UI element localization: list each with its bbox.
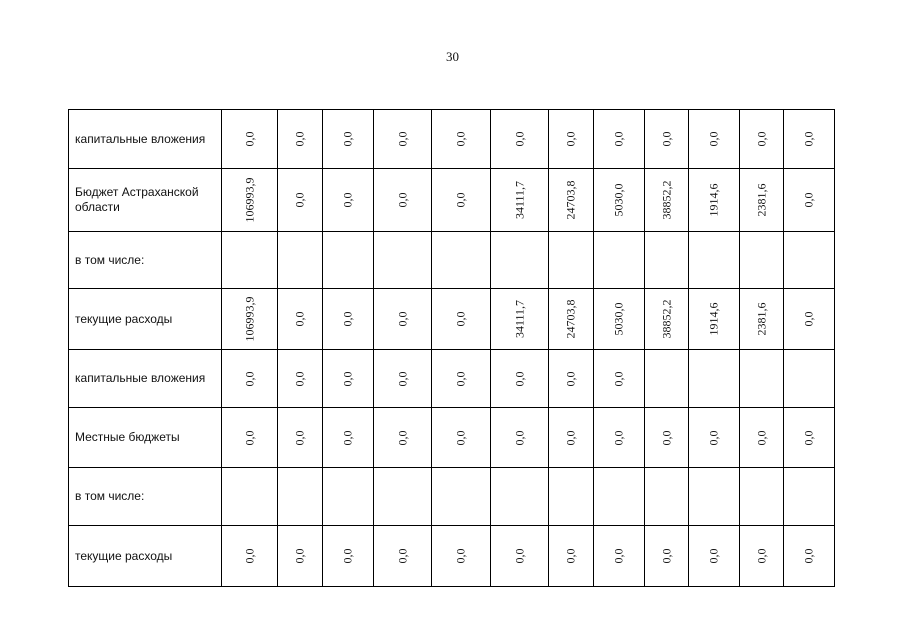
table-cell [491, 408, 549, 468]
table-cell [689, 169, 740, 232]
table-cell [594, 169, 645, 232]
cell-value: 0,0 [512, 430, 526, 445]
table-row [69, 232, 835, 289]
table-cell [740, 526, 784, 587]
cell-value: 0,0 [340, 311, 355, 327]
table-cell [432, 110, 491, 169]
table-cell [278, 232, 323, 289]
table-cell [222, 289, 278, 350]
table-cell [784, 232, 835, 289]
row-label: капитальные вложения [69, 110, 222, 169]
table-cell [594, 468, 645, 526]
cell-value: 0,0 [292, 548, 307, 564]
cell-value: 5030,0 [611, 302, 626, 336]
table-cell [278, 468, 323, 526]
table-cell [594, 110, 645, 169]
cell-value: 2381,6 [754, 183, 768, 217]
table-cell [740, 169, 784, 232]
table-cell [549, 468, 594, 526]
table-cell [549, 289, 594, 350]
table-cell [594, 289, 645, 350]
cell-value: 0,0 [706, 430, 721, 445]
cell-value: 0,0 [801, 192, 816, 208]
cell-value: 106993,9 [242, 296, 256, 342]
table-cell [784, 350, 835, 408]
table-cell [491, 169, 549, 232]
table-cell [323, 289, 374, 350]
table-cell [278, 526, 323, 587]
table-cell [689, 468, 740, 526]
table-cell [374, 169, 432, 232]
row-label: текущие расходы [69, 289, 222, 350]
cell-value: 0,0 [611, 548, 626, 564]
cell-value: 0,0 [395, 192, 409, 208]
table-cell [784, 408, 835, 468]
row-label: Местные бюджеты [69, 408, 222, 468]
cell-value: 0,0 [453, 371, 468, 386]
table-cell [689, 526, 740, 587]
cell-value: 0,0 [611, 371, 626, 386]
table-cell [549, 232, 594, 289]
table-cell [645, 350, 689, 408]
table-cell [491, 289, 549, 350]
table-cell [491, 526, 549, 587]
table-cell [689, 289, 740, 350]
table-cell [432, 169, 491, 232]
cell-value: 0,0 [242, 371, 256, 386]
cell-value: 0,0 [801, 131, 816, 147]
table-cell [278, 289, 323, 350]
table-cell [645, 408, 689, 468]
cell-value: 0,0 [340, 548, 355, 564]
table-cell [323, 408, 374, 468]
table-cell [594, 408, 645, 468]
table-cell [689, 350, 740, 408]
cell-value: 24703,8 [563, 299, 578, 339]
cell-value: 0,0 [563, 371, 578, 386]
table-cell [689, 110, 740, 169]
table-row [69, 526, 835, 587]
cell-value: 0,0 [659, 548, 673, 564]
cell-value: 0,0 [395, 548, 409, 564]
table-cell [740, 232, 784, 289]
table-cell [491, 468, 549, 526]
cell-value: 0,0 [292, 430, 307, 445]
cell-value: 0,0 [706, 548, 721, 564]
table-cell [374, 289, 432, 350]
table-cell [645, 110, 689, 169]
table-cell [689, 232, 740, 289]
cell-value: 5030,0 [611, 183, 626, 217]
cell-value: 0,0 [242, 131, 256, 147]
cell-value: 0,0 [395, 311, 409, 327]
table-cell [323, 110, 374, 169]
cell-value: 0,0 [292, 311, 307, 327]
table-cell [549, 408, 594, 468]
row-label: текущие расходы [69, 526, 222, 587]
cell-value: 0,0 [453, 311, 468, 327]
row-label: Бюджет Астраханской области [69, 169, 222, 232]
table-cell [645, 526, 689, 587]
cell-value: 0,0 [242, 548, 256, 564]
cell-value: 0,0 [659, 131, 673, 147]
cell-value: 0,0 [563, 131, 578, 147]
table-cell [323, 468, 374, 526]
table-cell [491, 350, 549, 408]
cell-value: 0,0 [512, 548, 526, 564]
cell-value: 0,0 [706, 131, 721, 147]
table-cell [549, 526, 594, 587]
table-cell [784, 468, 835, 526]
table-cell [432, 350, 491, 408]
table-cell [222, 468, 278, 526]
table-cell [549, 350, 594, 408]
table-cell [432, 468, 491, 526]
table-cell [323, 232, 374, 289]
table-cell [645, 289, 689, 350]
cell-value: 106993,9 [242, 177, 256, 223]
cell-value: 0,0 [292, 131, 307, 147]
cell-value: 0,0 [453, 192, 468, 208]
row-label: в том числе: [69, 232, 222, 289]
cell-value: 0,0 [395, 430, 409, 445]
table-cell [374, 350, 432, 408]
row-label: капитальные вложения [69, 350, 222, 408]
cell-value: 0,0 [563, 548, 578, 564]
table-cell [374, 110, 432, 169]
table-cell [491, 232, 549, 289]
cell-value: 0,0 [340, 192, 355, 208]
cell-value: 0,0 [512, 131, 526, 147]
cell-value: 0,0 [242, 430, 256, 445]
cell-value: 0,0 [801, 311, 816, 327]
cell-value: 0,0 [801, 430, 816, 445]
cell-value: 0,0 [754, 131, 768, 147]
table-cell [594, 232, 645, 289]
table-cell [222, 169, 278, 232]
cell-value: 34111,7 [512, 299, 526, 339]
cell-value: 0,0 [611, 430, 626, 445]
cell-value: 0,0 [453, 430, 468, 445]
table-cell [374, 232, 432, 289]
cell-value: 0,0 [453, 131, 468, 147]
table-cell [374, 468, 432, 526]
table-cell [645, 468, 689, 526]
table-cell [594, 350, 645, 408]
cell-value: 0,0 [340, 371, 355, 386]
cell-value: 1914,6 [706, 183, 721, 217]
table-cell [784, 110, 835, 169]
table-cell [491, 110, 549, 169]
table-cell [740, 350, 784, 408]
table-cell [222, 408, 278, 468]
table-cell [549, 169, 594, 232]
table-cell [432, 526, 491, 587]
table-cell [784, 526, 835, 587]
cell-value: 0,0 [292, 371, 307, 386]
table-cell [784, 289, 835, 350]
table-cell [740, 110, 784, 169]
table-row [69, 110, 835, 169]
table-cell [689, 408, 740, 468]
table-cell [432, 289, 491, 350]
cell-value: 2381,6 [754, 302, 768, 336]
table-cell [278, 408, 323, 468]
row-label: в том числе: [69, 468, 222, 526]
cell-value: 0,0 [754, 548, 768, 564]
cell-value: 0,0 [340, 131, 355, 147]
cell-value: 1914,6 [706, 302, 721, 336]
table-cell [432, 232, 491, 289]
cell-value: 38852,2 [659, 299, 673, 339]
table-row [69, 350, 835, 408]
table-cell [323, 350, 374, 408]
table-cell [222, 526, 278, 587]
table-cell [740, 408, 784, 468]
table-cell [278, 169, 323, 232]
table-cell [222, 232, 278, 289]
table-cell [222, 110, 278, 169]
table-cell [374, 408, 432, 468]
table-row [69, 408, 835, 468]
cell-value: 0,0 [801, 548, 816, 564]
table-row [69, 289, 835, 350]
cell-value: 0,0 [611, 131, 626, 147]
cell-value: 0,0 [453, 548, 468, 564]
table-row [69, 169, 835, 232]
table-cell [549, 110, 594, 169]
table-cell [784, 169, 835, 232]
cell-value: 0,0 [395, 131, 409, 147]
cell-value: 38852,2 [659, 180, 673, 220]
cell-value: 0,0 [563, 430, 578, 445]
table-row [69, 468, 835, 526]
cell-value: 0,0 [292, 192, 307, 208]
cell-value: 0,0 [659, 430, 673, 445]
table-cell [740, 289, 784, 350]
page-number: 30 [446, 49, 459, 64]
table-cell [740, 468, 784, 526]
cell-value: 0,0 [340, 430, 355, 445]
table-cell [323, 169, 374, 232]
table-cell [374, 526, 432, 587]
table-cell [594, 526, 645, 587]
cell-value: 34111,7 [512, 180, 526, 220]
table-cell [432, 408, 491, 468]
table-cell [645, 169, 689, 232]
cell-value: 0,0 [754, 430, 768, 445]
cell-value: 24703,8 [563, 180, 578, 220]
table-cell [222, 350, 278, 408]
table-cell [278, 350, 323, 408]
cell-value: 0,0 [395, 371, 409, 386]
cell-value: 0,0 [512, 371, 526, 386]
table-cell [323, 526, 374, 587]
budget-table [68, 109, 835, 587]
table-cell [645, 232, 689, 289]
table-cell [278, 110, 323, 169]
